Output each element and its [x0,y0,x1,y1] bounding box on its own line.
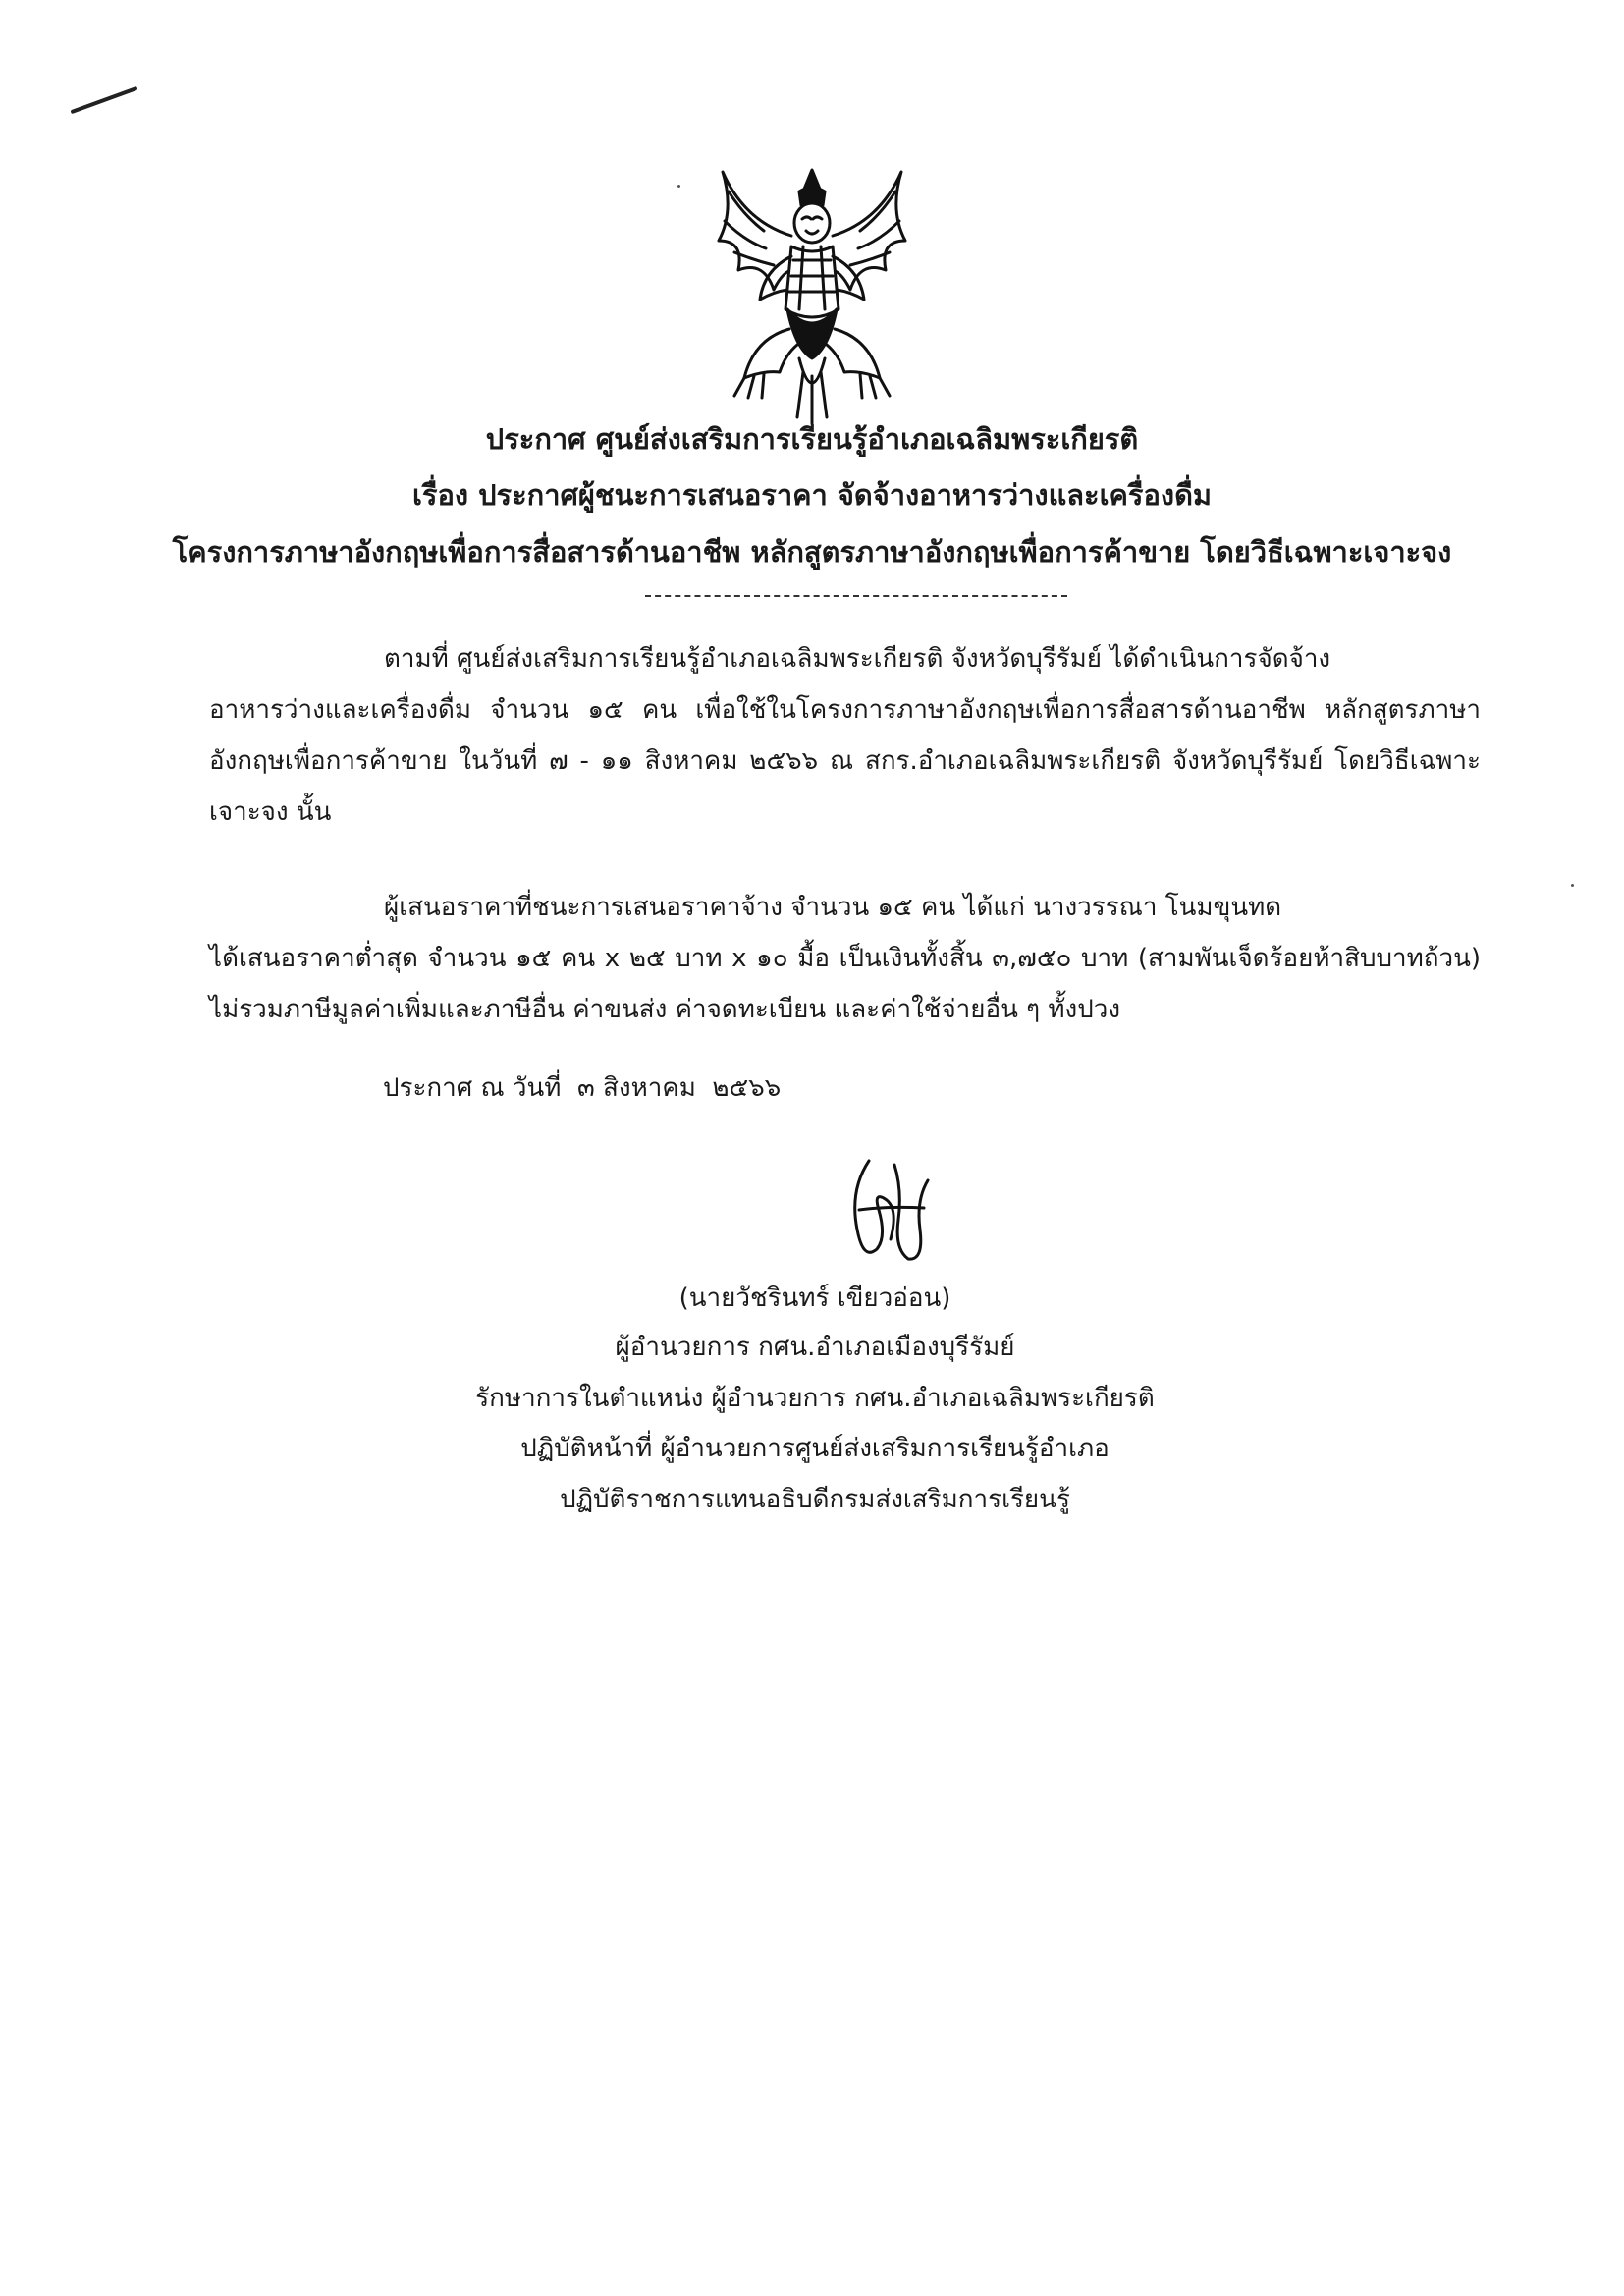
announcement-date: ประกาศ ณ วันที่ ๓ สิงหาคม ๒๕๖๖ [383,1073,782,1103]
paragraph-2-rest: ได้เสนอราคาต่ำสุด จำนวน ๑๕ คน x ๒๕ บาท x ๑๐ มื้อ เป็นเงินทั้งสิ้น ๓,๗๕๐ บาท (สามพันเจ็ดร้อยห้าสิบบาทถ้วน) ไม่รวมภาษีมูลค่าเพิ่มและภาษีอื่น ค่าขนส่ง ค่าจดทะเบียน และค่าใช้จ่ายอื่น ๆ ทั้งปวง [209,944,1481,1024]
signatory-position: ผู้อำนวยการ กศน.อำเภอเมืองบุรีรัมย์ [615,1333,1015,1362]
paragraph-2-first-line: ผู้เสนอราคาที่ชนะการเสนอราคาจ้าง จำนวน ๑๕ คน ได้แก่ นางวรรณา โนมขุนทด [384,893,1282,922]
garuda-emblem-icon [705,162,919,427]
scan-mark [70,86,137,114]
paragraph-1-rest: อาหารว่างและเครื่องดื่ม จำนวน ๑๕ คน เพื่อใช้ในโครงการภาษาอังกฤษเพื่อการสื่อสารด้านอาชีพ หลักสูตรภาษาอังกฤษเพื่อการค้าขาย ในวันที่ ๗ - ๑๑ สิงหาคม ๒๕๖๖ ณ สกร.อำเภอเฉลิมพระเกียรติ จังหวัดบุรีรัมย์ โดยวิธีเฉพาะเจาะจง นั้น [209,695,1481,827]
announcement-title: ประกาศ ศูนย์ส่งเสริมการเรียนรู้อำเภอเฉลิมพระเกียรติ [485,422,1139,456]
announcement-project: โครงการภาษาอังกฤษเพื่อการสื่อสารด้านอาชีพ หลักสูตรภาษาอังกฤษเพื่อการค้าขาย โดยวิธีเฉพาะเจาะจง [172,535,1452,569]
signatory-acting-position: รักษาการในตำแหน่ง ผู้อำนวยการ กศน.อำเภอเฉลิมพระเกียรติ [475,1384,1155,1413]
paragraph-1-first-line: ตามที่ ศูนย์ส่งเสริมการเรียนรู้อำเภอเฉลิมพระเกียรติ จังหวัดบุรีรัมย์ ได้ดำเนินการจัดจ้าง [384,644,1331,674]
signatory-name: (นายวัชรินทร์ เขียวอ่อน) [678,1284,951,1313]
paragraph-winner [209,882,1481,1035]
signatory-on-behalf: ปฏิบัติราชการแทนอธิบดีกรมส่งเสริมการเรียนรู้ [560,1485,1070,1514]
header-divider [645,595,1067,597]
scan-speck [1571,884,1574,887]
handwritten-signature [830,1151,947,1267]
paragraph-background [209,633,1481,838]
scan-speck [677,185,680,188]
announcement-subject: เรื่อง ประกาศผู้ชนะการเสนอราคา จัดจ้างอาหารว่างและเครื่องดื่ม [411,478,1213,512]
signatory-duty: ปฏิบัติหน้าที่ ผู้อำนวยการศูนย์ส่งเสริมการเรียนรู้อำเภอ [520,1434,1110,1463]
